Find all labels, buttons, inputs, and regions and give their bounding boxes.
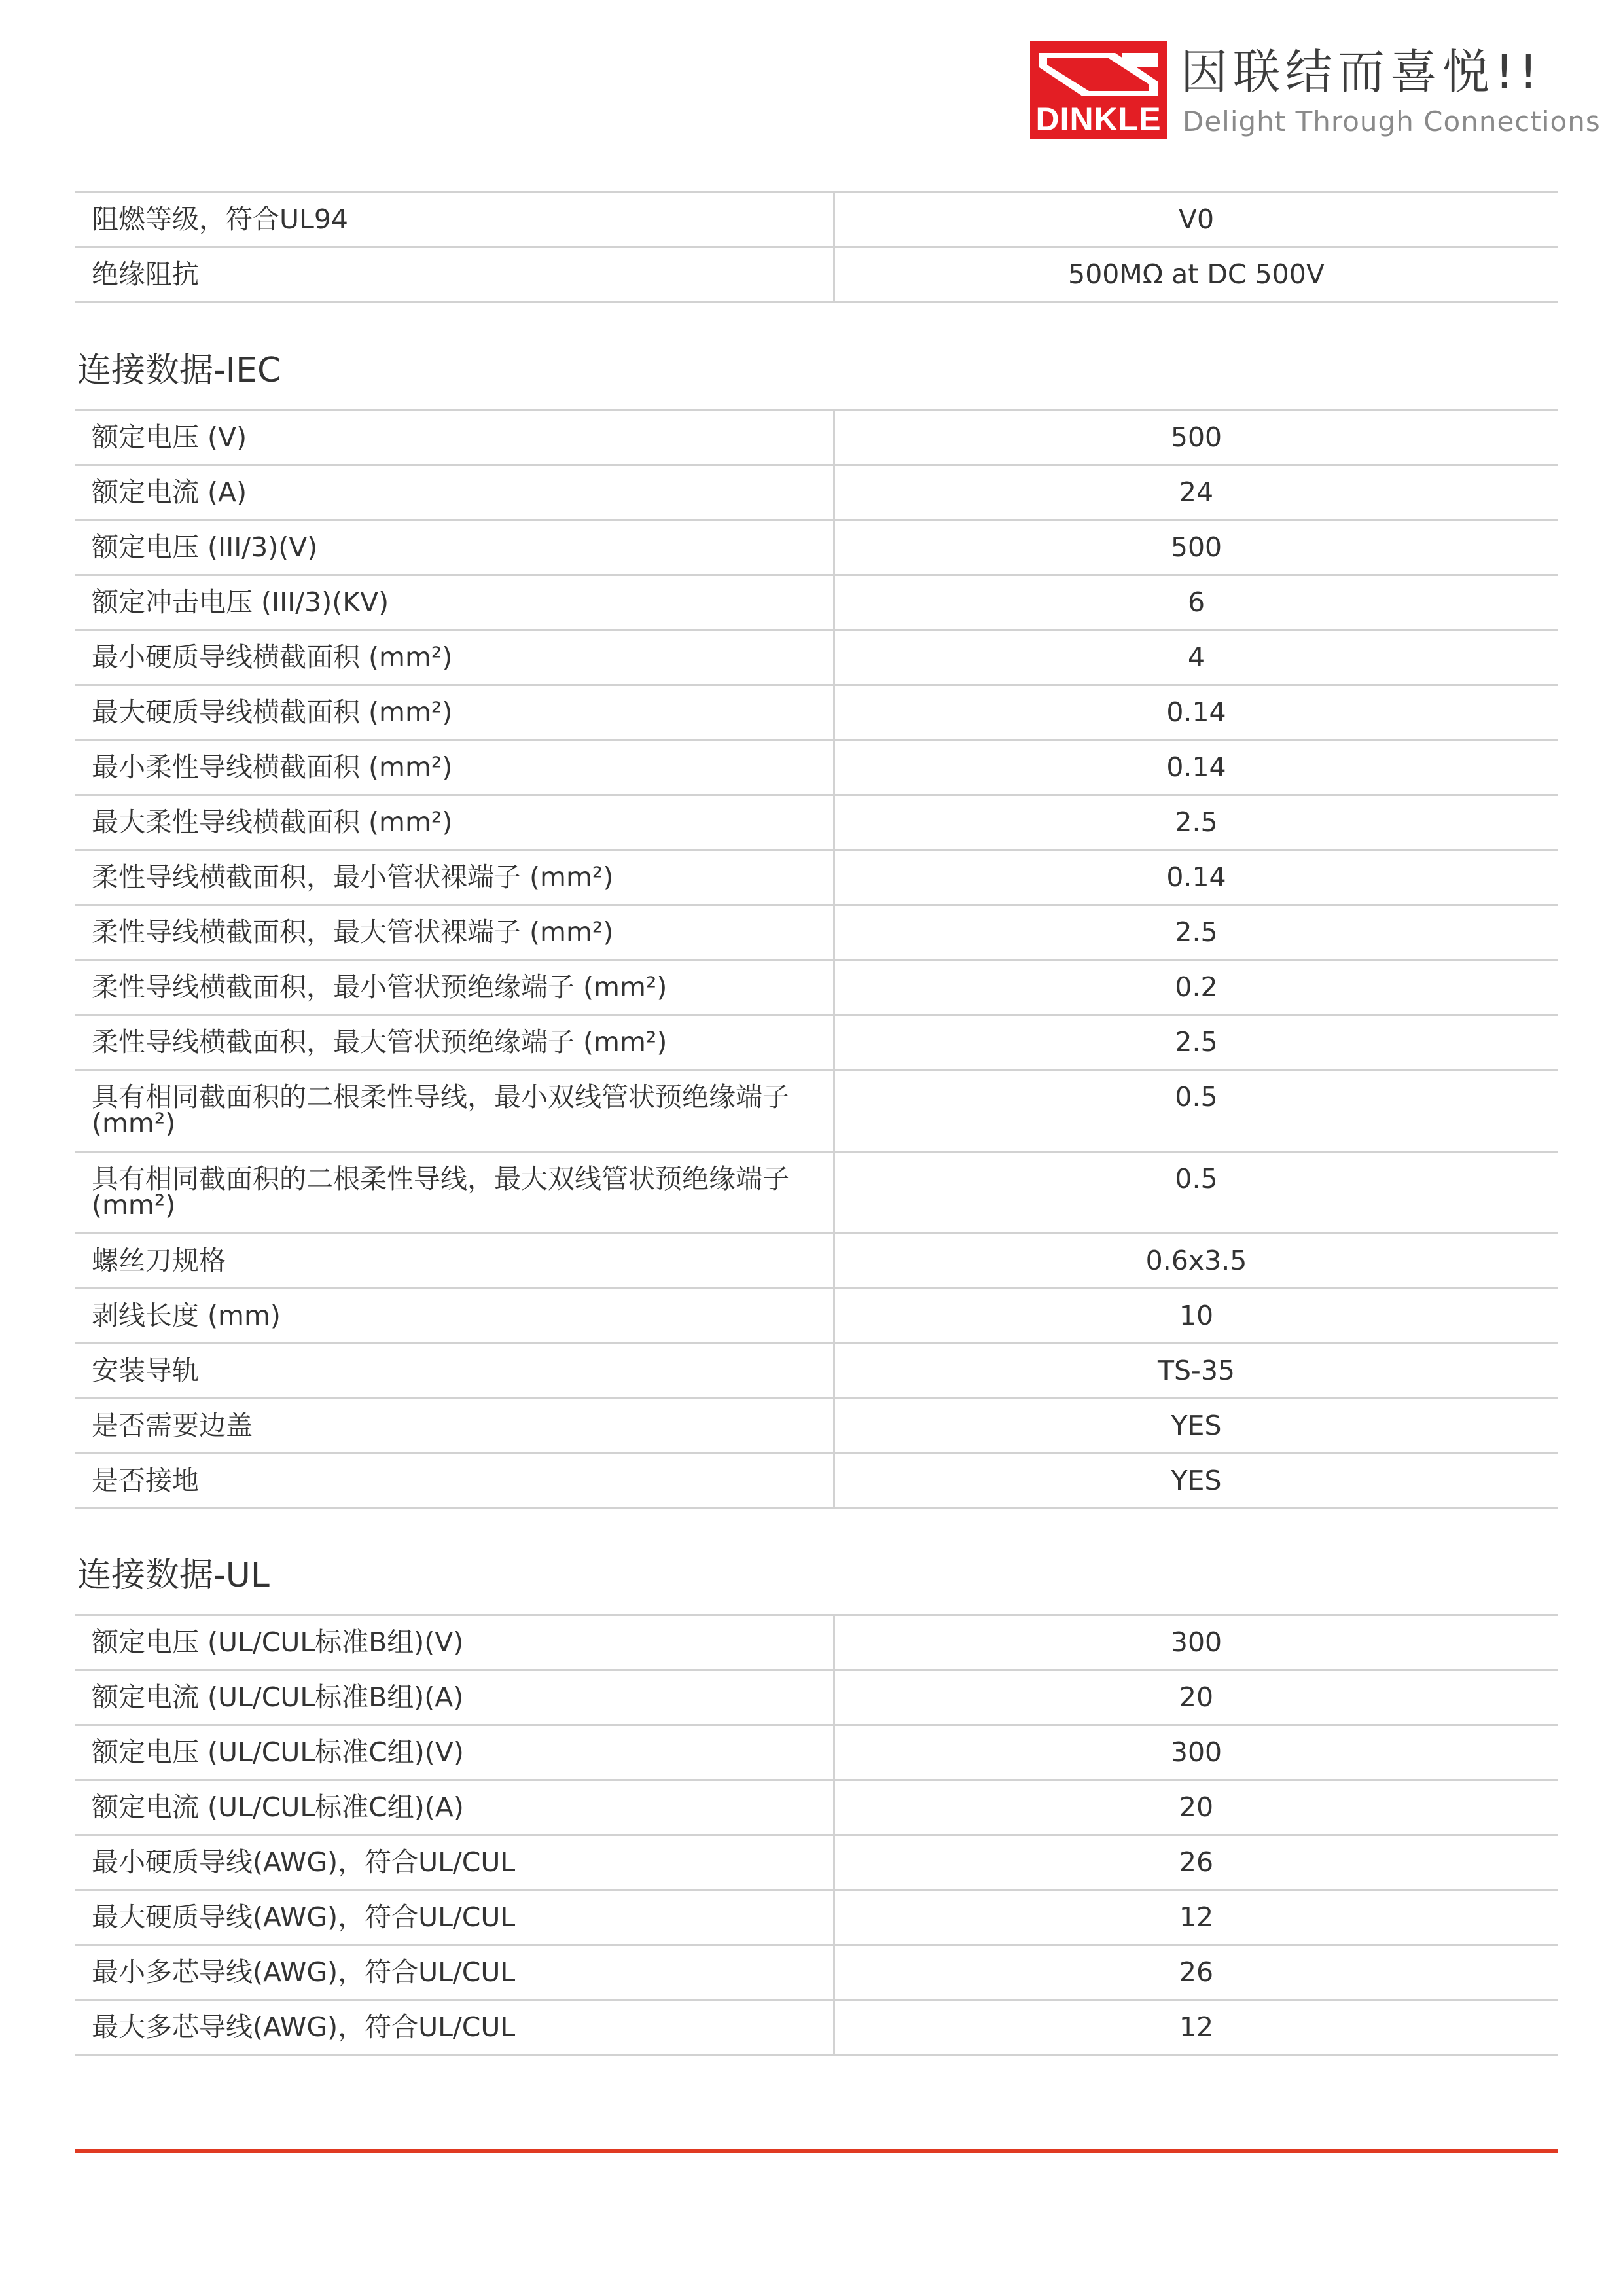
table-row bbox=[75, 685, 1558, 740]
spec-value: 500 bbox=[834, 520, 1558, 575]
spec-value: 0.5 bbox=[834, 1070, 1558, 1152]
spec-label: 最小硬质导线(AWG)，符合UL/CUL bbox=[75, 1835, 834, 1890]
table-row bbox=[75, 247, 1558, 302]
table-row bbox=[75, 1835, 1558, 1890]
spec-value: V0 bbox=[834, 192, 1558, 247]
spec-value: 500 bbox=[834, 410, 1558, 465]
table-row bbox=[75, 1454, 1558, 1509]
table-row bbox=[75, 1399, 1558, 1454]
table-row bbox=[75, 1890, 1558, 1945]
table-row bbox=[75, 1725, 1558, 1780]
spec-value: 0.2 bbox=[834, 960, 1558, 1015]
spec-label: 是否需要边盖 bbox=[75, 1399, 834, 1454]
spec-label: 是否接地 bbox=[75, 1454, 834, 1509]
spec-value: 500MΩ at DC 500V bbox=[834, 247, 1558, 302]
spec-label: 最小多芯导线(AWG)，符合UL/CUL bbox=[75, 1945, 834, 2000]
table-row bbox=[75, 795, 1558, 850]
spec-value: 24 bbox=[834, 465, 1558, 520]
spec-label: 额定电压 (UL/CUL标准B组)(V) bbox=[75, 1615, 834, 1670]
spec-value: 4 bbox=[834, 630, 1558, 685]
spec-label: 柔性导线横截面积，最小管状预绝缘端子 (mm²) bbox=[75, 960, 834, 1015]
spec-value: 0.14 bbox=[834, 740, 1558, 795]
spec-value: 2.5 bbox=[834, 905, 1558, 960]
spec-value: 6 bbox=[834, 575, 1558, 630]
brand-name: DINKLE bbox=[1035, 101, 1162, 137]
table-row bbox=[75, 465, 1558, 520]
spec-label: 最大多芯导线(AWG)，符合UL/CUL bbox=[75, 2000, 834, 2055]
spec-label: 最大硬质导线(AWG)，符合UL/CUL bbox=[75, 1890, 834, 1945]
table-row bbox=[75, 960, 1558, 1015]
footer-divider bbox=[75, 2149, 1558, 2153]
spec-label: 额定电流 (UL/CUL标准B组)(A) bbox=[75, 1670, 834, 1725]
spec-value: 0.6x3.5 bbox=[834, 1234, 1558, 1289]
spec-value: 10 bbox=[834, 1289, 1558, 1344]
spec-label: 阻燃等级，符合UL94 bbox=[75, 192, 834, 247]
spec-label: 柔性导线横截面积，最大管状预绝缘端子 (mm²) bbox=[75, 1015, 834, 1070]
table-row bbox=[75, 630, 1558, 685]
spec-value: 300 bbox=[834, 1615, 1558, 1670]
spec-value: 12 bbox=[834, 1890, 1558, 1945]
spec-label: 额定电流 (A) bbox=[75, 465, 834, 520]
slogan-english: Delight Through Connections bbox=[1183, 105, 1601, 137]
table-row bbox=[75, 1670, 1558, 1725]
table-row bbox=[75, 410, 1558, 465]
spec-value: 20 bbox=[834, 1780, 1558, 1835]
spec-value: 0.14 bbox=[834, 850, 1558, 905]
spec-label: 柔性导线横截面积，最大管状裸端子 (mm²) bbox=[75, 905, 834, 960]
spec-label: 额定电压 (V) bbox=[75, 410, 834, 465]
spec-label: 具有相同截面积的二根柔性导线，最小双线管状预绝缘端子 (mm²) bbox=[75, 1070, 834, 1152]
spec-label: 螺丝刀规格 bbox=[75, 1234, 834, 1289]
slogan-chinese: 因联结而喜悦!! bbox=[1181, 45, 1543, 99]
spec-value: YES bbox=[834, 1454, 1558, 1509]
spec-value: 0.14 bbox=[834, 685, 1558, 740]
table-row bbox=[75, 1070, 1558, 1152]
table-row bbox=[75, 850, 1558, 905]
spec-value: 12 bbox=[834, 2000, 1558, 2055]
spec-value: 2.5 bbox=[834, 1015, 1558, 1070]
iec-spec-table bbox=[75, 409, 1558, 1509]
table-row bbox=[75, 1234, 1558, 1289]
table-row bbox=[75, 1615, 1558, 1670]
spec-value: 26 bbox=[834, 1945, 1558, 2000]
table-row bbox=[75, 905, 1558, 960]
spec-label: 额定冲击电压 (III/3)(KV) bbox=[75, 575, 834, 630]
table-row bbox=[75, 1015, 1558, 1070]
table-row bbox=[75, 1289, 1558, 1344]
spec-label: 额定电压 (UL/CUL标准C组)(V) bbox=[75, 1725, 834, 1780]
spec-value: 0.5 bbox=[834, 1152, 1558, 1234]
table-row bbox=[75, 1152, 1558, 1234]
spec-value: 300 bbox=[834, 1725, 1558, 1780]
table-row bbox=[75, 2000, 1558, 2055]
spec-label: 柔性导线横截面积，最小管状裸端子 (mm²) bbox=[75, 850, 834, 905]
brand-logo bbox=[1030, 41, 1601, 146]
spec-label: 额定电流 (UL/CUL标准C组)(A) bbox=[75, 1780, 834, 1835]
spec-value: 26 bbox=[834, 1835, 1558, 1890]
table-row bbox=[75, 575, 1558, 630]
spec-label: 最大硬质导线横截面积 (mm²) bbox=[75, 685, 834, 740]
spec-label: 安装导轨 bbox=[75, 1344, 834, 1399]
spec-label: 最大柔性导线横截面积 (mm²) bbox=[75, 795, 834, 850]
spec-value: 20 bbox=[834, 1670, 1558, 1725]
dinkle-logo-mark bbox=[1030, 41, 1167, 139]
spec-label: 最小柔性导线横截面积 (mm²) bbox=[75, 740, 834, 795]
spec-label: 额定电压 (III/3)(V) bbox=[75, 520, 834, 575]
spec-label: 绝缘阻抗 bbox=[75, 247, 834, 302]
ul-spec-table bbox=[75, 1614, 1558, 2056]
spec-value: YES bbox=[834, 1399, 1558, 1454]
spec-value: TS-35 bbox=[834, 1344, 1558, 1399]
section-title-iec: 连接数据-IEC bbox=[77, 351, 281, 390]
spec-value: 2.5 bbox=[834, 795, 1558, 850]
table-row bbox=[75, 1344, 1558, 1399]
table-row bbox=[75, 192, 1558, 247]
table-row bbox=[75, 1780, 1558, 1835]
general-spec-table bbox=[75, 191, 1558, 303]
spec-label: 最小硬质导线横截面积 (mm²) bbox=[75, 630, 834, 685]
table-row bbox=[75, 740, 1558, 795]
section-title-ul: 连接数据-UL bbox=[77, 1556, 270, 1595]
spec-label: 剥线长度 (mm) bbox=[75, 1289, 834, 1344]
table-row bbox=[75, 520, 1558, 575]
table-row bbox=[75, 1945, 1558, 2000]
spec-label: 具有相同截面积的二根柔性导线，最大双线管状预绝缘端子 (mm²) bbox=[75, 1152, 834, 1234]
